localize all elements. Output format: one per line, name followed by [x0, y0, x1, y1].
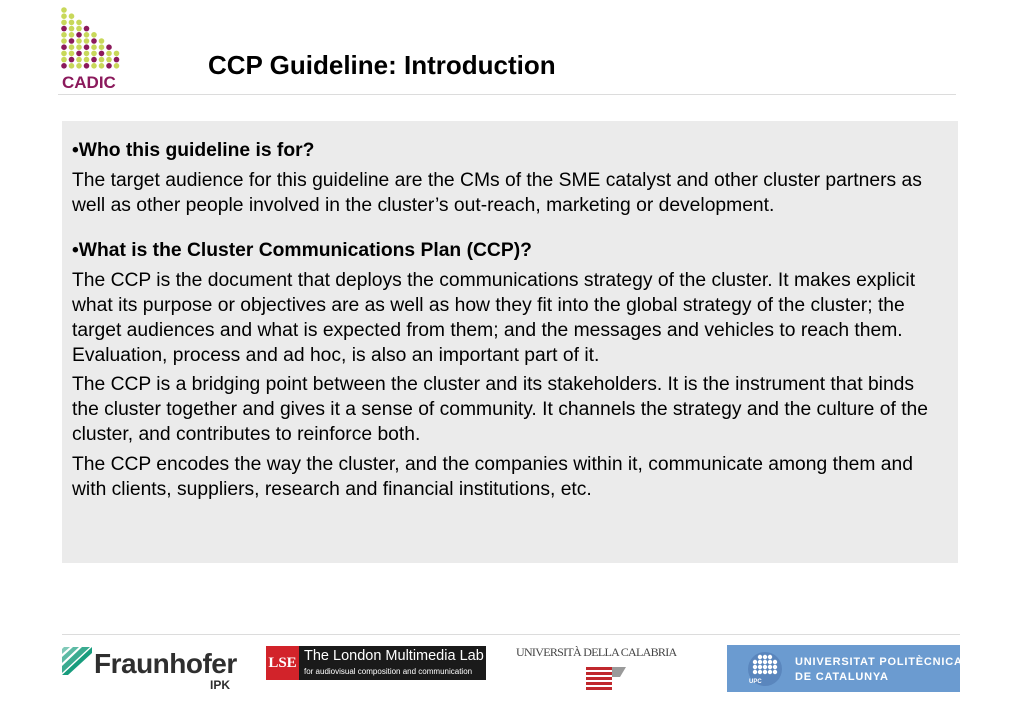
footer-divider — [62, 634, 960, 635]
cadic-dots-icon — [58, 4, 130, 92]
lse-logo — [266, 646, 486, 680]
lse-badge: LSE — [266, 646, 299, 680]
lse-subtitle: for audiovisual composition and communication — [304, 667, 473, 676]
cadic-logo-text: CADIC — [62, 73, 116, 92]
fraunhofer-ipk: IPK — [210, 678, 231, 692]
upc-logo — [727, 645, 963, 692]
unical-name: UNIVERSITÀ DELLA CALABRIA — [516, 645, 677, 659]
cadic-logo — [58, 4, 130, 92]
upc-name-line1: UNIVERSITAT POLITÈCNICA — [795, 656, 963, 668]
lse-title: The London Multimedia Lab — [304, 648, 484, 664]
unical-logo — [508, 645, 698, 695]
unical-emblem-icon — [586, 665, 628, 693]
fraunhofer-name: Fraunhofer — [94, 648, 237, 679]
ccp-paragraph-1: The CCP is the document that deploys the communications strategy of the cluster. It makes explicit what its purpose or objectives are as well as how they fit into the global strategy of the cluster; the target audiences and what is expected from them; and the messages and vehicles to reach them. Evaluation, process and ad hoc, is also an important part of it. — [72, 270, 916, 366]
question-audience: •Who this guideline is for? — [72, 140, 315, 161]
upc-label: UPC — [749, 679, 762, 685]
audience-paragraph: The target audience for this guideline are the CMs of the SME catalyst and other cluster partners as well as other people involved in the cluster’s out-reach, marketing or development. — [72, 169, 922, 216]
content-panel — [62, 121, 958, 563]
upc-name-line2: DE CATALUNYA — [795, 671, 889, 683]
question-ccp: •What is the Cluster Communications Plan (CCP)? — [72, 240, 532, 262]
ccp-paragraph-2: The CCP is a bridging point between the cluster and its stakeholders. It is the instrument that binds the cluster together and gives it a sense of community. It channels the strategy and the culture of the cluster, and contributes to reinforce both. — [72, 374, 929, 445]
fraunhofer-stripes-icon — [62, 647, 92, 675]
ccp-paragraph-3: The CCP encodes the way the cluster, and the companies within it, communicate among them and with clients, suppliers, research and financial institutions, etc. — [72, 453, 913, 500]
header-divider — [58, 94, 956, 95]
fraunhofer-logo — [62, 645, 237, 697]
page-title: CCP Guideline: Introduction — [208, 50, 556, 80]
